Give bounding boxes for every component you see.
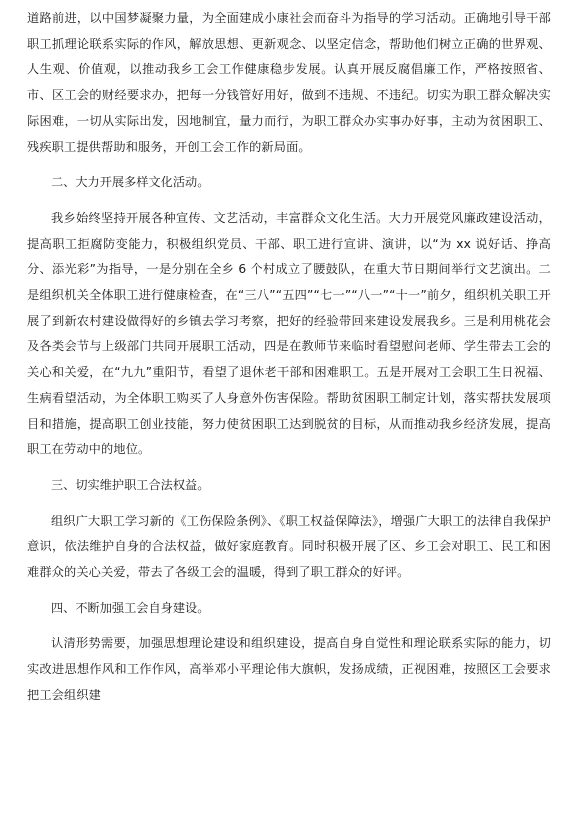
paragraph-1: 道路前进，以中国梦凝聚力量，为全面建成小康社会而奋斗为指导的学习活动。正确地引导干部职工抓理论联系实际的作风，解放思想、更新观念、以坚定信念，帮助他们树立正确的世界观、人生观、价值观，以推动我乡工会工作健康稳步发展。认真开展反腐倡廉工作，严格按照省、市、区工会的财经要求办，把每一分钱管好用好，做到不违规、不违纪。切实为职工群众解决实际困难，一切从实际出发，因地制宜，量力而行，为职工群众办实事办好事，主动为贫困职工、残疾职工提供帮助和服务，开创工会工作的新局面。 xyxy=(27,11,551,154)
paragraph-3: 组织广大职工学习新的《工伤保险条例》、《职工权益保障法》，增强广大职工的法律自我保护意识，依法维护自身的合法权益，做好家庭教育。同时积极开展了区、乡工会对职工、民工和困难群众的关心关爱，带去了各级工会的温暖，得到了职工群众的好评。 xyxy=(27,513,551,580)
section-heading-2: 二、大力开展多样文化活动。 xyxy=(51,175,210,190)
section-heading-3: 三、切实维护职工合法权益。 xyxy=(51,477,210,492)
paragraph-4: 认清形势需要，加强思想理论建设和组织建设，提高自身自觉性和理论联系实际的能力，切实改进思想作风和工作作风，高举邓小平理论伟大旗帜，发扬成绩，正视困难，按照区工会要求把工会组织建 xyxy=(27,636,551,702)
section-heading-4: 四、不断加强工会自身建设。 xyxy=(51,600,210,615)
paragraph-2: 我乡始终坚持开展各种宣传、文艺活动，丰富群众文化生活。大力开展党风廉政建设活动，提高职工拒腐防变能力，积极组织党员、干部、职工进行宣讲、演讲，以“为 xx 说好话、挣高分、添光彩”为指导，一是分别在全乡 6 个村成立了腰鼓队，在重大节日期间举行文艺演出。二是组织机关全体职工进行健康检查，在“三八”“五四”“七一”“八一”“十一”前夕，组织机关职工开展了到新农村建设做得好的乡镇去学习考察，把好的经验带回来建设发展我乡。三是利用桃花会及各类会节与上级部门共同开展职工活动，四是在教师节来临时看望慰问老师、学生带去工会的关心和关爱，在“九九”重阳节，看望了退休老干部和困难职工。五是开展对工会职工生日祝福、生病看望活动，为全体职工购买了人身意外伤害保险。帮助贫困职工制定计划，落实帮扶发展项目和措施，提高职工创业技能，努力使贫困职工达到脱贫的目标，从而推动我乡经济发展，提高职工在劳动中的地位。 xyxy=(27,210,551,457)
